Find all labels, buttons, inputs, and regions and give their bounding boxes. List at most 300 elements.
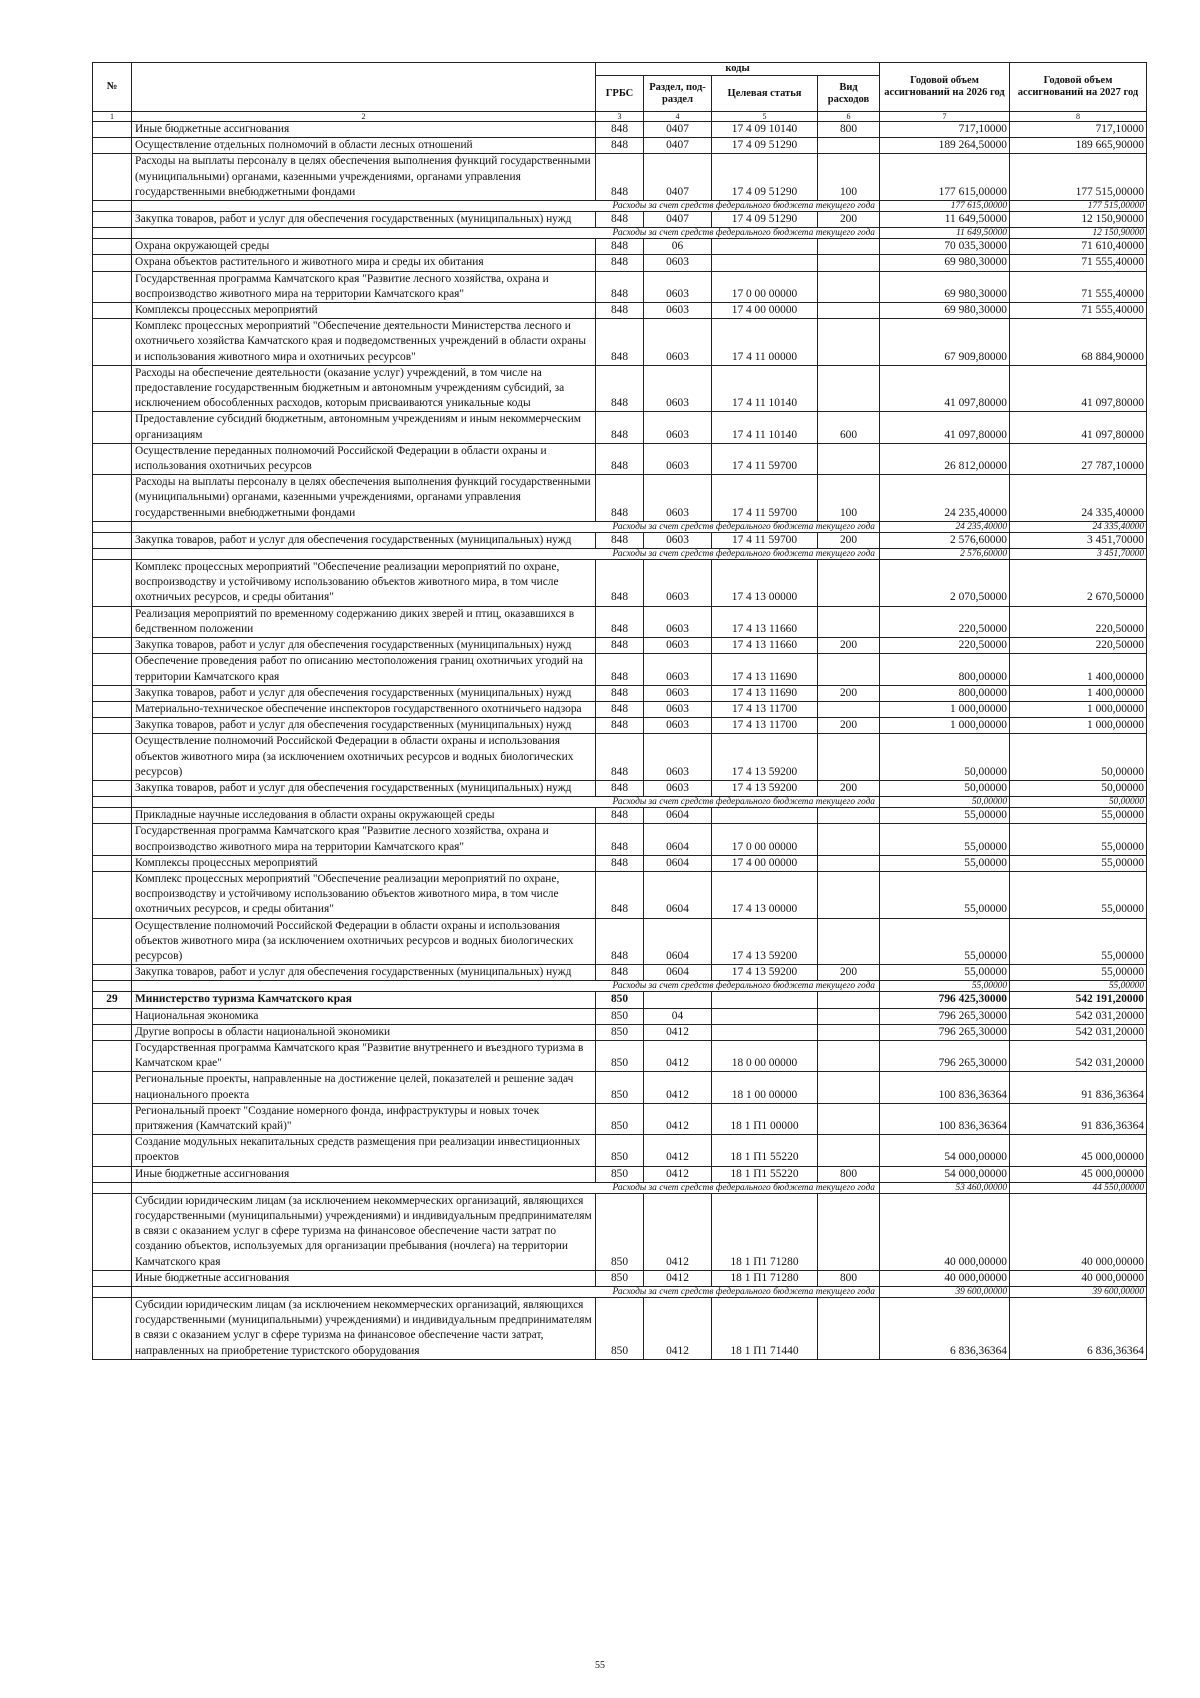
expense-kind-cell bbox=[818, 1040, 880, 1071]
column-number: 4 bbox=[644, 112, 712, 122]
volume-2027-cell: 45 000,00000 bbox=[1010, 1166, 1147, 1182]
item-name-cell: Расходы на выплаты персоналу в целях обеспечения выполнения функций государственными (муниципальными) органами, казенными учреждениями, органами управления государственными внебюджетными фондами bbox=[132, 154, 596, 201]
expense-kind-cell bbox=[818, 239, 880, 255]
row-number-cell bbox=[93, 239, 132, 255]
row-number-cell bbox=[93, 443, 132, 474]
row-number-cell bbox=[93, 606, 132, 637]
volume-2026-cell: 177 615,00000 bbox=[880, 154, 1010, 201]
grbs-cell: 848 bbox=[596, 560, 644, 607]
table-body bbox=[93, 122, 1147, 1360]
grbs-cell: 848 bbox=[596, 718, 644, 734]
target-article-cell: 17 4 13 11690 bbox=[712, 654, 818, 685]
grbs-cell: 848 bbox=[596, 654, 644, 685]
row-number-cell bbox=[93, 1287, 132, 1298]
target-article-cell: 17 4 13 59200 bbox=[712, 965, 818, 981]
expense-kind-cell bbox=[818, 1072, 880, 1103]
expense-kind-cell bbox=[818, 365, 880, 412]
item-name-cell: Министерство туризма Камчатского края bbox=[132, 992, 596, 1008]
row-number-cell bbox=[93, 701, 132, 717]
volume-2026-cell: 53 460,00000 bbox=[880, 1182, 1010, 1193]
grbs-cell: 848 bbox=[596, 271, 644, 302]
header-column-numbers bbox=[93, 112, 1147, 122]
table-row bbox=[93, 1103, 1147, 1134]
grbs-cell: 848 bbox=[596, 255, 644, 271]
federal-budget-row bbox=[93, 521, 1147, 532]
section-cell: 0603 bbox=[644, 443, 712, 474]
grbs-cell: 848 bbox=[596, 365, 644, 412]
section-cell: 0603 bbox=[644, 654, 712, 685]
federal-budget-note: Расходы за счет средств федерального бюджета текущего года bbox=[132, 228, 880, 239]
federal-budget-note: Расходы за счет средств федерального бюджета текущего года bbox=[132, 1287, 880, 1298]
section-cell: 0603 bbox=[644, 734, 712, 781]
grbs-cell: 850 bbox=[596, 1270, 644, 1286]
row-number-cell bbox=[93, 965, 132, 981]
item-name-cell: Комплекс процессных мероприятий "Обеспечение деятельности Министерства лесного и охотничьего хозяйства Камчатского края и подведомственных учреждений в области охраны и использования животного мира и охотничьих ресурсов" bbox=[132, 319, 596, 366]
item-name-cell: Национальная экономика bbox=[132, 1008, 596, 1024]
volume-2027-cell: 27 787,10000 bbox=[1010, 443, 1147, 474]
target-article-cell: 17 4 13 59200 bbox=[712, 734, 818, 781]
item-name-cell: Иные бюджетные ассигнования bbox=[132, 1270, 596, 1286]
table-row bbox=[93, 138, 1147, 154]
table-row bbox=[93, 918, 1147, 965]
column-number: 5 bbox=[712, 112, 818, 122]
table-row bbox=[93, 965, 1147, 981]
row-number-cell bbox=[93, 319, 132, 366]
section-cell: 0603 bbox=[644, 475, 712, 522]
volume-2026-cell: 40 000,00000 bbox=[880, 1270, 1010, 1286]
item-name-cell: Субсидии юридическим лицам (за исключением некоммерческих организаций, являющихся государственными (муниципальными) учреждениями) и индивидуальным предпринимателям в связи с оказанием услуг в сфере туризма на финансовое обеспечение части затрат, направленных на приобретение туристского оборудования bbox=[132, 1298, 596, 1360]
row-number-cell bbox=[93, 228, 132, 239]
item-name-cell: Предоставление субсидий бюджетным, автономным учреждениям и иным некоммерческим организациям bbox=[132, 412, 596, 443]
volume-2027-cell: 3 451,70000 bbox=[1010, 532, 1147, 548]
table-row bbox=[93, 365, 1147, 412]
volume-2026-cell: 6 836,36364 bbox=[880, 1298, 1010, 1360]
federal-budget-row bbox=[93, 1287, 1147, 1298]
volume-2027-cell: 1 000,00000 bbox=[1010, 701, 1147, 717]
grbs-cell: 850 bbox=[596, 1298, 644, 1360]
grbs-cell: 850 bbox=[596, 1072, 644, 1103]
target-article-cell bbox=[712, 808, 818, 824]
table-row bbox=[93, 475, 1147, 522]
row-number-cell bbox=[93, 303, 132, 319]
item-name-cell: Закупка товаров, работ и услуг для обеспечения государственных (муниципальных) нужд bbox=[132, 532, 596, 548]
item-name-cell: Прикладные научные исследования в области охраны окружающей среды bbox=[132, 808, 596, 824]
target-article-cell: 17 4 11 59700 bbox=[712, 443, 818, 474]
expense-kind-cell: 100 bbox=[818, 475, 880, 522]
section-cell: 0604 bbox=[644, 824, 712, 855]
target-article-cell: 17 4 11 10140 bbox=[712, 365, 818, 412]
row-number-cell bbox=[93, 981, 132, 992]
expense-kind-cell bbox=[818, 138, 880, 154]
volume-2026-cell: 55,00000 bbox=[880, 918, 1010, 965]
section-cell: 0407 bbox=[644, 154, 712, 201]
item-name-cell: Закупка товаров, работ и услуг для обеспечения государственных (муниципальных) нужд bbox=[132, 718, 596, 734]
grbs-cell: 850 bbox=[596, 1103, 644, 1134]
row-number-cell bbox=[93, 871, 132, 918]
table-row bbox=[93, 871, 1147, 918]
volume-2027-cell: 12 150,90000 bbox=[1010, 212, 1147, 228]
expense-kind-cell bbox=[818, 1024, 880, 1040]
volume-2027-cell: 71 610,40000 bbox=[1010, 239, 1147, 255]
expense-kind-cell bbox=[818, 319, 880, 366]
expense-kind-cell: 200 bbox=[818, 780, 880, 796]
row-number-cell bbox=[93, 138, 132, 154]
volume-2026-cell: 69 980,30000 bbox=[880, 303, 1010, 319]
volume-2026-cell: 55,00000 bbox=[880, 871, 1010, 918]
table-row bbox=[93, 1135, 1147, 1166]
expense-kind-cell: 200 bbox=[818, 638, 880, 654]
row-number-cell bbox=[93, 685, 132, 701]
volume-2027-cell: 220,50000 bbox=[1010, 638, 1147, 654]
volume-2027-cell: 41 097,80000 bbox=[1010, 412, 1147, 443]
volume-2026-cell: 55,00000 bbox=[880, 824, 1010, 855]
column-number: 7 bbox=[880, 112, 1010, 122]
target-article-cell: 17 0 00 00000 bbox=[712, 824, 818, 855]
table-row bbox=[93, 560, 1147, 607]
item-name-cell: Закупка товаров, работ и услуг для обеспечения государственных (муниципальных) нужд bbox=[132, 638, 596, 654]
row-number-cell bbox=[93, 734, 132, 781]
row-number-cell bbox=[93, 1298, 132, 1360]
expense-kind-cell bbox=[818, 1298, 880, 1360]
target-article-cell bbox=[712, 1024, 818, 1040]
volume-2027-cell: 3 451,70000 bbox=[1010, 549, 1147, 560]
volume-2027-cell: 24 335,40000 bbox=[1010, 521, 1147, 532]
row-number-cell bbox=[93, 532, 132, 548]
volume-2027-cell: 1 400,00000 bbox=[1010, 685, 1147, 701]
volume-2027-cell: 189 665,90000 bbox=[1010, 138, 1147, 154]
table-row bbox=[93, 638, 1147, 654]
grbs-cell: 850 bbox=[596, 992, 644, 1008]
table-row bbox=[93, 412, 1147, 443]
volume-2026-cell: 41 097,80000 bbox=[880, 365, 1010, 412]
volume-2027-cell: 91 836,36364 bbox=[1010, 1072, 1147, 1103]
item-name-cell: Региональный проект "Создание номерного фонда, инфраструктуры и новых точек притяжения (Камчатский край)" bbox=[132, 1103, 596, 1134]
target-article-cell: 17 4 11 59700 bbox=[712, 532, 818, 548]
volume-2026-cell: 100 836,36364 bbox=[880, 1072, 1010, 1103]
federal-budget-note: Расходы за счет средств федерального бюджета текущего года bbox=[132, 521, 880, 532]
target-article-cell: 17 4 11 10140 bbox=[712, 412, 818, 443]
target-article-cell bbox=[712, 1008, 818, 1024]
expense-kind-cell bbox=[818, 1135, 880, 1166]
target-article-cell: 18 1 П1 71280 bbox=[712, 1270, 818, 1286]
row-number-cell bbox=[93, 638, 132, 654]
expense-kind-cell: 200 bbox=[818, 965, 880, 981]
federal-budget-note: Расходы за счет средств федерального бюджета текущего года bbox=[132, 1182, 880, 1193]
volume-2026-cell: 67 909,80000 bbox=[880, 319, 1010, 366]
row-number-cell bbox=[93, 855, 132, 871]
volume-2026-cell: 220,50000 bbox=[880, 638, 1010, 654]
row-number-cell bbox=[93, 808, 132, 824]
volume-2027-cell: 1 400,00000 bbox=[1010, 654, 1147, 685]
section-cell: 0603 bbox=[644, 271, 712, 302]
expense-kind-cell: 200 bbox=[818, 685, 880, 701]
target-article-cell: 18 0 00 00000 bbox=[712, 1040, 818, 1071]
volume-2026-cell: 2 576,60000 bbox=[880, 549, 1010, 560]
grbs-cell: 848 bbox=[596, 239, 644, 255]
section-cell: 0412 bbox=[644, 1298, 712, 1360]
table-row bbox=[93, 1040, 1147, 1071]
volume-2026-cell: 55,00000 bbox=[880, 981, 1010, 992]
column-number: 3 bbox=[596, 112, 644, 122]
table-row bbox=[93, 212, 1147, 228]
volume-2027-cell: 50,00000 bbox=[1010, 797, 1147, 808]
grbs-cell: 848 bbox=[596, 685, 644, 701]
grbs-cell: 848 bbox=[596, 965, 644, 981]
item-name-cell: Расходы на обеспечение деятельности (оказание услуг) учреждений, в том числе на предоставление государственным бюджетным и автономным учреждениям субсидий, за исключением обособленных расходов, которым присваиваются уникальные коды bbox=[132, 365, 596, 412]
expense-kind-cell bbox=[818, 855, 880, 871]
item-name-cell: Обеспечение проведения работ по описанию местоположения границ охотничьих угодий на территории Камчатского края bbox=[132, 654, 596, 685]
item-name-cell: Закупка товаров, работ и услуг для обеспечения государственных (муниципальных) нужд bbox=[132, 685, 596, 701]
item-name-cell: Реализация мероприятий по временному содержанию диких зверей и птиц, оказавшихся в бедственном положении bbox=[132, 606, 596, 637]
volume-2026-cell: 800,00000 bbox=[880, 685, 1010, 701]
row-number-cell bbox=[93, 918, 132, 965]
section-cell: 0412 bbox=[644, 1166, 712, 1182]
expense-kind-cell bbox=[818, 1103, 880, 1134]
row-number-cell bbox=[93, 824, 132, 855]
target-article-cell: 17 4 13 11660 bbox=[712, 638, 818, 654]
volume-2027-cell: 1 000,00000 bbox=[1010, 718, 1147, 734]
item-name-cell: Государственная программа Камчатского края "Развитие внутреннего и въездного туризма в Камчатском крае" bbox=[132, 1040, 596, 1071]
expense-kind-cell: 100 bbox=[818, 154, 880, 201]
target-article-cell bbox=[712, 992, 818, 1008]
table-row bbox=[93, 532, 1147, 548]
volume-2027-cell: 50,00000 bbox=[1010, 780, 1147, 796]
expense-kind-cell bbox=[818, 992, 880, 1008]
grbs-cell: 850 bbox=[596, 1135, 644, 1166]
section-cell: 0603 bbox=[644, 255, 712, 271]
volume-2027-cell: 55,00000 bbox=[1010, 965, 1147, 981]
expense-kind-cell: 800 bbox=[818, 1166, 880, 1182]
header-grbs: ГРБС bbox=[596, 76, 644, 112]
column-number: 1 bbox=[93, 112, 132, 122]
table-header bbox=[93, 63, 1147, 122]
item-name-cell: Осуществление переданных полномочий Российской Федерации в области охраны и использования охотничьих ресурсов bbox=[132, 443, 596, 474]
volume-2026-cell: 55,00000 bbox=[880, 808, 1010, 824]
item-name-cell: Создание модульных некапитальных средств размещения при реализации инвестиционных проектов bbox=[132, 1135, 596, 1166]
row-number-cell bbox=[93, 271, 132, 302]
section-cell bbox=[644, 992, 712, 1008]
table-row bbox=[93, 824, 1147, 855]
volume-2026-cell: 70 035,30000 bbox=[880, 239, 1010, 255]
federal-budget-row bbox=[93, 228, 1147, 239]
target-article-cell: 17 4 13 11700 bbox=[712, 718, 818, 734]
section-cell: 0604 bbox=[644, 918, 712, 965]
budget-table-sheet bbox=[92, 62, 1146, 1360]
federal-budget-note: Расходы за счет средств федерального бюджета текущего года bbox=[132, 201, 880, 212]
expense-kind-cell bbox=[818, 560, 880, 607]
row-number-cell bbox=[93, 1040, 132, 1071]
target-article-cell: 18 1 П1 55220 bbox=[712, 1166, 818, 1182]
row-number-cell bbox=[93, 1072, 132, 1103]
volume-2026-cell: 41 097,80000 bbox=[880, 412, 1010, 443]
expense-kind-cell bbox=[818, 654, 880, 685]
grbs-cell: 848 bbox=[596, 532, 644, 548]
target-article-cell: 18 1 П1 00000 bbox=[712, 1103, 818, 1134]
volume-2027-cell: 177 515,00000 bbox=[1010, 201, 1147, 212]
grbs-cell: 848 bbox=[596, 918, 644, 965]
volume-2027-cell: 91 836,36364 bbox=[1010, 1103, 1147, 1134]
item-name-cell: Комплексы процессных мероприятий bbox=[132, 303, 596, 319]
expense-kind-cell: 600 bbox=[818, 412, 880, 443]
item-name-cell: Охрана объектов растительного и животного мира и среды их обитания bbox=[132, 255, 596, 271]
row-number-cell bbox=[93, 154, 132, 201]
section-cell: 0603 bbox=[644, 718, 712, 734]
grbs-cell: 848 bbox=[596, 319, 644, 366]
table-row bbox=[93, 606, 1147, 637]
volume-2026-cell: 1 000,00000 bbox=[880, 718, 1010, 734]
table-row bbox=[93, 855, 1147, 871]
volume-2027-cell: 542 191,20000 bbox=[1010, 992, 1147, 1008]
section-cell: 0603 bbox=[644, 365, 712, 412]
volume-2026-cell: 189 264,50000 bbox=[880, 138, 1010, 154]
expense-kind-cell: 200 bbox=[818, 212, 880, 228]
volume-2026-cell: 50,00000 bbox=[880, 734, 1010, 781]
expense-kind-cell bbox=[818, 824, 880, 855]
section-cell: 0407 bbox=[644, 122, 712, 138]
row-number-cell bbox=[93, 1024, 132, 1040]
section-cell: 0412 bbox=[644, 1072, 712, 1103]
row-number-cell bbox=[93, 1135, 132, 1166]
federal-budget-row bbox=[93, 201, 1147, 212]
grbs-cell: 848 bbox=[596, 701, 644, 717]
grbs-cell: 850 bbox=[596, 1166, 644, 1182]
row-number-cell bbox=[93, 797, 132, 808]
row-number-cell bbox=[93, 1166, 132, 1182]
volume-2027-cell: 177 515,00000 bbox=[1010, 154, 1147, 201]
volume-2026-cell: 54 000,00000 bbox=[880, 1135, 1010, 1166]
table-row bbox=[93, 255, 1147, 271]
header-target-article: Целевая статья bbox=[712, 76, 818, 112]
target-article-cell: 17 4 13 11660 bbox=[712, 606, 818, 637]
target-article-cell: 17 0 00 00000 bbox=[712, 271, 818, 302]
volume-2027-cell: 40 000,00000 bbox=[1010, 1270, 1147, 1286]
row-number-cell bbox=[93, 475, 132, 522]
expense-kind-cell bbox=[818, 808, 880, 824]
target-article-cell: 17 4 11 00000 bbox=[712, 319, 818, 366]
item-name-cell: Комплекс процессных мероприятий "Обеспечение реализации мероприятий по охране, воспроизводству и устойчивому использованию объектов животного мира, в том числе охотничьих ресурсов, и среды обитания" bbox=[132, 871, 596, 918]
section-cell: 0603 bbox=[644, 638, 712, 654]
row-number-cell bbox=[93, 255, 132, 271]
volume-2027-cell: 717,10000 bbox=[1010, 122, 1147, 138]
item-name-cell: Комплекс процессных мероприятий "Обеспечение реализации мероприятий по охране, воспроизводству и устойчивому использованию объектов животного мира, в том числе охотничьих ресурсов, и среды обитания" bbox=[132, 560, 596, 607]
row-number-cell bbox=[93, 1008, 132, 1024]
target-article-cell: 17 4 09 51290 bbox=[712, 154, 818, 201]
federal-budget-note: Расходы за счет средств федерального бюджета текущего года bbox=[132, 549, 880, 560]
volume-2026-cell: 54 000,00000 bbox=[880, 1166, 1010, 1182]
table-row bbox=[93, 701, 1147, 717]
grbs-cell: 848 bbox=[596, 855, 644, 871]
section-cell: 0407 bbox=[644, 138, 712, 154]
expense-kind-cell bbox=[818, 271, 880, 302]
table-row bbox=[93, 1166, 1147, 1182]
federal-budget-note: Расходы за счет средств федерального бюджета текущего года bbox=[132, 981, 880, 992]
volume-2027-cell: 6 836,36364 bbox=[1010, 1298, 1147, 1360]
grbs-cell: 848 bbox=[596, 154, 644, 201]
grbs-cell: 848 bbox=[596, 638, 644, 654]
volume-2027-cell: 55,00000 bbox=[1010, 981, 1147, 992]
volume-2027-cell: 45 000,00000 bbox=[1010, 1135, 1147, 1166]
grbs-cell: 848 bbox=[596, 780, 644, 796]
grbs-cell: 848 bbox=[596, 606, 644, 637]
volume-2026-cell: 39 600,00000 bbox=[880, 1287, 1010, 1298]
item-name-cell: Закупка товаров, работ и услуг для обеспечения государственных (муниципальных) нужд bbox=[132, 965, 596, 981]
table-row bbox=[93, 808, 1147, 824]
volume-2026-cell: 796 265,30000 bbox=[880, 1008, 1010, 1024]
section-cell: 04 bbox=[644, 1008, 712, 1024]
expense-kind-cell bbox=[818, 303, 880, 319]
volume-2026-cell: 717,10000 bbox=[880, 122, 1010, 138]
section-cell: 0603 bbox=[644, 303, 712, 319]
ministry-row bbox=[93, 992, 1147, 1008]
item-name-cell: Иные бюджетные ассигнования bbox=[132, 1166, 596, 1182]
target-article-cell: 17 4 13 00000 bbox=[712, 560, 818, 607]
target-article-cell: 17 4 13 59200 bbox=[712, 918, 818, 965]
volume-2026-cell: 55,00000 bbox=[880, 965, 1010, 981]
grbs-cell: 850 bbox=[596, 1193, 644, 1270]
volume-2027-cell: 40 000,00000 bbox=[1010, 1193, 1147, 1270]
section-cell: 0603 bbox=[644, 685, 712, 701]
table-row bbox=[93, 271, 1147, 302]
budget-table bbox=[92, 62, 1147, 1360]
table-row bbox=[93, 734, 1147, 781]
volume-2027-cell: 50,00000 bbox=[1010, 734, 1147, 781]
volume-2026-cell: 55,00000 bbox=[880, 855, 1010, 871]
header-volume-2026: Годовой объем ассигнований на 2026 год bbox=[880, 63, 1010, 112]
grbs-cell: 848 bbox=[596, 122, 644, 138]
federal-budget-row bbox=[93, 1182, 1147, 1193]
column-number: 2 bbox=[132, 112, 596, 122]
table-row bbox=[93, 154, 1147, 201]
volume-2027-cell: 71 555,40000 bbox=[1010, 255, 1147, 271]
item-name-cell: Другие вопросы в области национальной экономики bbox=[132, 1024, 596, 1040]
row-number-cell bbox=[93, 1270, 132, 1286]
volume-2026-cell: 26 812,00000 bbox=[880, 443, 1010, 474]
item-name-cell: Закупка товаров, работ и услуг для обеспечения государственных (муниципальных) нужд bbox=[132, 780, 596, 796]
table-row bbox=[93, 1270, 1147, 1286]
row-number-cell bbox=[93, 365, 132, 412]
expense-kind-cell: 800 bbox=[818, 122, 880, 138]
target-article-cell: 18 1 00 00000 bbox=[712, 1072, 818, 1103]
volume-2026-cell: 100 836,36364 bbox=[880, 1103, 1010, 1134]
table-row bbox=[93, 319, 1147, 366]
expense-kind-cell bbox=[818, 443, 880, 474]
expense-kind-cell bbox=[818, 1193, 880, 1270]
volume-2027-cell: 39 600,00000 bbox=[1010, 1287, 1147, 1298]
grbs-cell: 850 bbox=[596, 1040, 644, 1071]
volume-2026-cell: 2 070,50000 bbox=[880, 560, 1010, 607]
row-number-cell bbox=[93, 560, 132, 607]
item-name-cell: Охрана окружающей среды bbox=[132, 239, 596, 255]
row-number-cell bbox=[93, 212, 132, 228]
volume-2026-cell: 69 980,30000 bbox=[880, 271, 1010, 302]
grbs-cell: 848 bbox=[596, 808, 644, 824]
row-number-cell bbox=[93, 201, 132, 212]
target-article-cell: 17 4 13 11700 bbox=[712, 701, 818, 717]
federal-budget-note: Расходы за счет средств федерального бюджета текущего года bbox=[132, 797, 880, 808]
target-article-cell: 17 4 09 10140 bbox=[712, 122, 818, 138]
volume-2026-cell: 50,00000 bbox=[880, 780, 1010, 796]
target-article-cell bbox=[712, 239, 818, 255]
target-article-cell bbox=[712, 255, 818, 271]
section-cell: 0412 bbox=[644, 1103, 712, 1134]
item-name-cell: Материально-техническое обеспечение инспекторов государственного охотничьего надзора bbox=[132, 701, 596, 717]
column-number: 6 bbox=[818, 112, 880, 122]
federal-budget-row bbox=[93, 981, 1147, 992]
row-number-cell bbox=[93, 1103, 132, 1134]
grbs-cell: 850 bbox=[596, 1008, 644, 1024]
item-name-cell: Закупка товаров, работ и услуг для обеспечения государственных (муниципальных) нужд bbox=[132, 212, 596, 228]
section-cell: 0603 bbox=[644, 412, 712, 443]
